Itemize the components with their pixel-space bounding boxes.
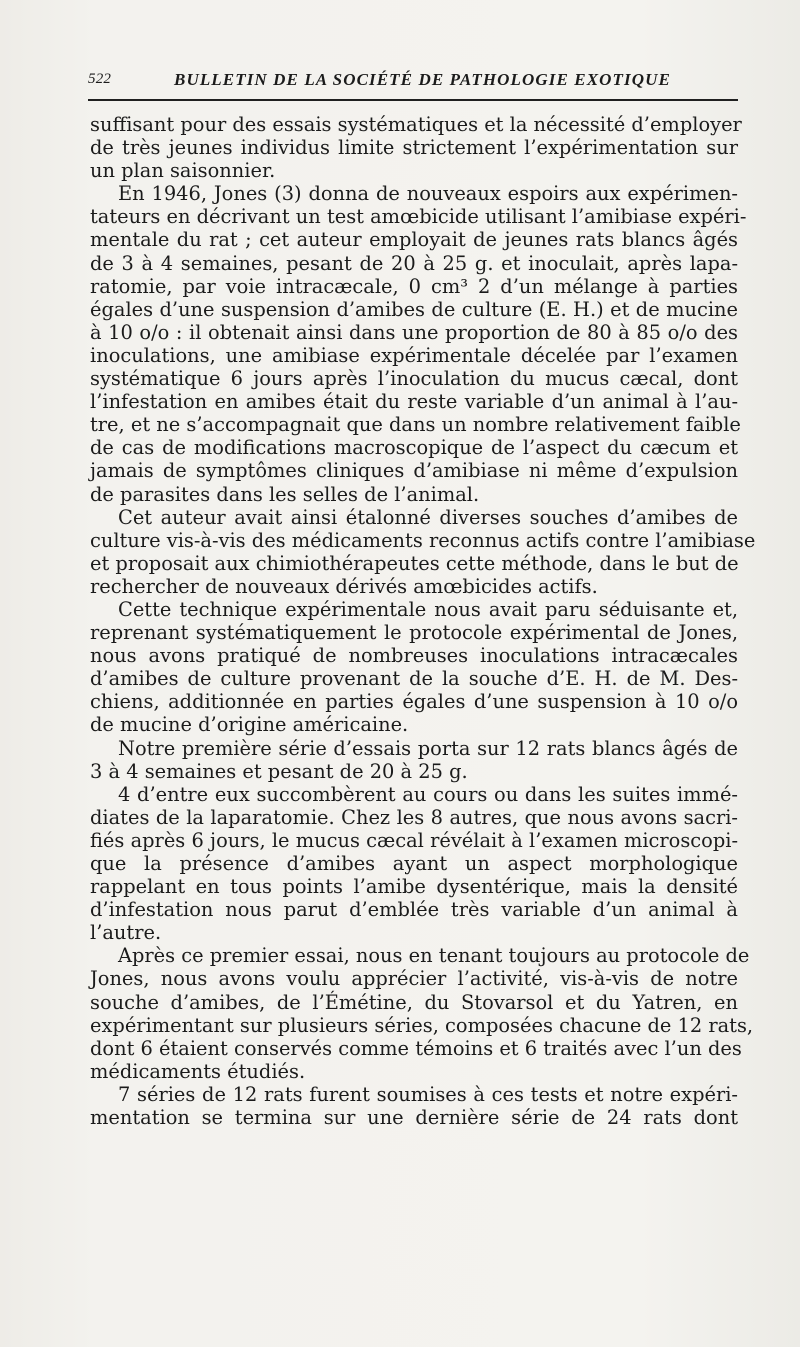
text-line: médicaments étudiés. bbox=[90, 1059, 306, 1083]
text-line: Cet auteur avait ainsi étalonné diverses souches d’amibes de bbox=[118, 505, 738, 529]
text-line: dont 6 étaient conservés comme témoins et 6 traités avec l’un des bbox=[90, 1036, 742, 1060]
text-line: tateurs en décrivant un test amœbicide utilisant l’amibiase expéri- bbox=[90, 205, 747, 229]
text-line: tre, et ne s’accompagnait que dans un nombre relativement faible bbox=[90, 413, 741, 437]
text-line: mentation se termina sur une dernière série de 24 rats dont bbox=[90, 1106, 738, 1130]
text-line: souche d’amibes, de l’Émétine, du Stovarsol et du Yatren, en bbox=[90, 990, 738, 1014]
body-text bbox=[90, 113, 756, 1130]
text-line: de 3 à 4 semaines, pesant de 20 à 25 g. et inoculait, après lapa- bbox=[90, 251, 738, 275]
text-line: Après ce premier essai, nous en tenant toujours au protocole de bbox=[118, 944, 750, 968]
text-line: inoculations, une amibiase expérimentale décelée par l’examen bbox=[90, 343, 738, 367]
text-line: un plan saisonnier. bbox=[90, 159, 276, 183]
text-line: culture vis-à-vis des médicaments reconnus actifs contre l’amibiase bbox=[90, 528, 756, 552]
text-line: que la présence d’amibes ayant un aspect morphologique bbox=[90, 852, 738, 875]
text-line: Cette technique expérimentale nous avait paru séduisante et, bbox=[118, 597, 738, 621]
text-line: l’autre. bbox=[90, 921, 162, 945]
text-line: 3 à 4 semaines et pesant de 20 à 25 g. bbox=[90, 759, 468, 783]
text-line: chiens, additionnée en parties égales d’une suspension à 10 o/o bbox=[90, 690, 738, 714]
text-line: de cas de modifications macroscopique de l’aspect du cæcum et bbox=[90, 436, 738, 460]
text-line: En 1946, Jones (3) donna de nouveaux espoirs aux expérimen- bbox=[118, 182, 738, 206]
text-line: nous avons pratiqué de nombreuses inoculations intracæcales bbox=[90, 644, 738, 668]
text-line: égales d’une suspension d’amibes de culture (E. H.) et de mucine bbox=[90, 297, 738, 321]
text-line: jamais de symptômes cliniques d’amibiase ni même d’expulsion bbox=[90, 459, 738, 483]
text-line: à 10 o/o : il obtenait ainsi dans une proportion de 80 à 85 o/o des bbox=[90, 320, 738, 344]
text-line: diates de la laparatomie. Chez les 8 autres, que nous avons sacri- bbox=[90, 805, 738, 829]
header-rule bbox=[88, 99, 738, 101]
text-line: d’infestation nous parut d’emblée très variable d’un animal à bbox=[90, 898, 738, 922]
text-line: 7 séries de 12 rats furent soumises à ces tests et notre expéri- bbox=[118, 1082, 738, 1106]
text-line: ratomie, par voie intracæcale, 0 cm³ 2 d’un mélange à parties bbox=[90, 274, 738, 298]
journal-title: BULLETIN DE LA SOCIÉTÉ DE PATHOLOGIE EXOTIQUE bbox=[174, 70, 671, 89]
text-line: l’infestation en amibes était du reste variable d’un animal à l’au- bbox=[90, 390, 738, 414]
text-line: 4 d’entre eux succombèrent au cours ou dans les suites immé- bbox=[118, 782, 738, 806]
text-line: fiés après 6 jours, le mucus cæcal révélait à l’examen microscopi- bbox=[90, 828, 738, 852]
text-line: expérimentant sur plusieurs séries, composées chacune de 12 rats, bbox=[90, 1013, 754, 1037]
text-line: reprenant systématiquement le protocole expérimental de Jones, bbox=[90, 621, 738, 645]
text-line: Jones, nous avons voulu apprécier l’activité, vis-à-vis de notre bbox=[90, 967, 738, 991]
text-line: de mucine d’origine américaine. bbox=[90, 713, 409, 737]
text-line: systématique 6 jours après l’inoculation du mucus cæcal, dont bbox=[90, 367, 738, 391]
text-line: Notre première série d’essais porta sur 12 rats blancs âgés de bbox=[118, 736, 738, 760]
text-line: rechercher de nouveaux dérivés amœbicides actifs. bbox=[90, 574, 598, 598]
text-line: de parasites dans les selles de l’animal. bbox=[90, 482, 480, 506]
text-line: de très jeunes individus limite strictement l’expérimentation sur bbox=[90, 136, 738, 160]
text-line: mentale du rat ; cet auteur employait de jeunes rats blancs âgés bbox=[90, 228, 738, 252]
text-line: et proposait aux chimiothérapeutes cette méthode, dans le but de bbox=[90, 551, 739, 575]
text-line: rappelant en tous points l’amibe dysentérique, mais la densité bbox=[90, 875, 738, 899]
page-header bbox=[88, 70, 738, 96]
text-line: suffisant pour des essais systématiques et la nécessité d’employer bbox=[90, 113, 742, 136]
text-line: d’amibes de culture provenant de la souche d’E. H. de M. Des- bbox=[90, 667, 738, 691]
page-number: 522 bbox=[88, 71, 112, 87]
